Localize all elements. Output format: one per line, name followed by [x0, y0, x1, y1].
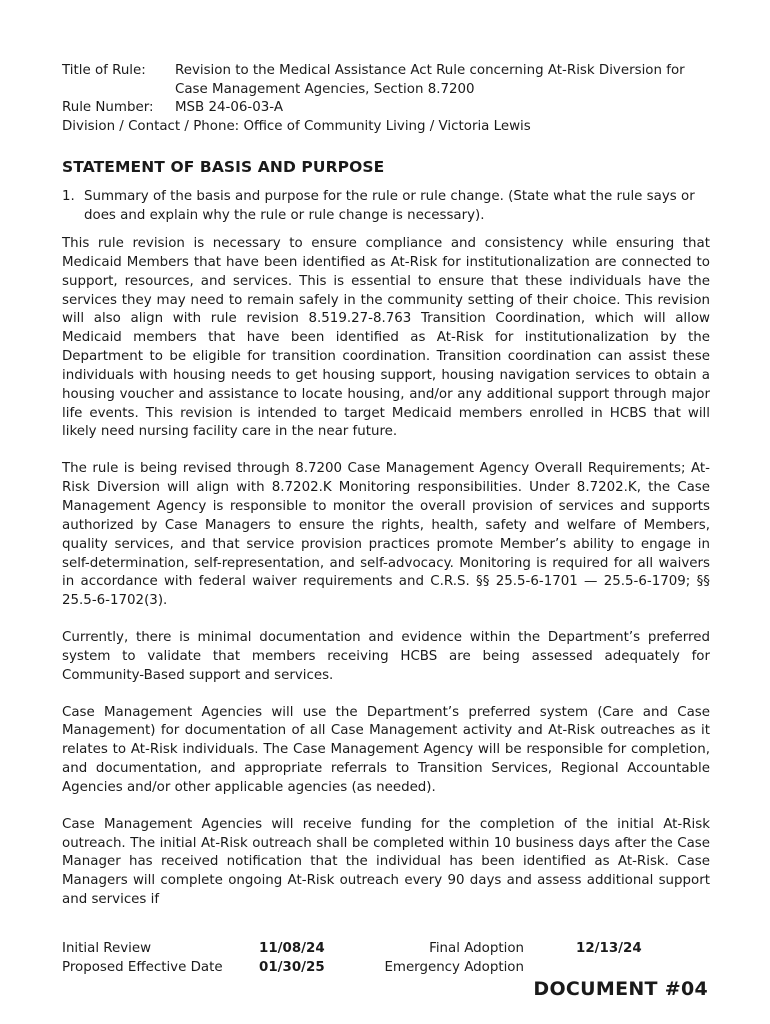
initial-review-label: Initial Review: [62, 941, 152, 956]
document-number: DOCUMENT #04: [533, 978, 708, 1000]
rule-number-row: [62, 99, 710, 118]
footer-row-2: [62, 959, 710, 978]
paragraph-3: Currently, there is minimal documentation and evidence within the Department’s preferred system to validate that members receiving HCBS are being assessed adequately for Community-Based support and services.: [62, 630, 710, 683]
initial-review-date: 11/08/24: [259, 941, 325, 956]
title-label: Title of Rule:: [62, 63, 146, 78]
item-text: Summary of the basis and purpose for the rule or rule change. (State what the rule says or does and explain why the rule or rule change is necessary).: [84, 189, 695, 223]
title-row: [62, 62, 710, 99]
review-dates-footer: [62, 940, 710, 977]
rule-number-value: MSB 24-06-03-A: [175, 100, 283, 115]
section-heading: STATEMENT OF BASIS AND PURPOSE: [62, 158, 385, 176]
paragraph-5: Case Management Agencies will receive funding for the completion of the initial At-Risk outreach. The initial At-Risk outreach shall be completed within 10 business days after the Case Manager has received notification that the individual has been identified as At-Risk. Case Managers will complete ongoing At-Risk outreach every 90 days and assess additional support and services if: [62, 816, 710, 908]
proposed-effective-label: Proposed Effective Date: [62, 959, 223, 975]
paragraph-4: Case Management Agencies will use the Department’s preferred system (Care and Case Management) for documentation of all Case Management activity and At-Risk outreaches as it relates to At-Risk individuals. The Case Management Agency will be responsible for completion, and documentation, and appropriate referrals to Transition Services, Regional Accountable Agencies and/or other applicable agencies (as needed).: [62, 704, 710, 795]
division-contact-line: Division / Contact / Phone: Office of Community Living / Victoria Lewis: [62, 118, 531, 134]
rule-number-label: Rule Number:: [62, 100, 154, 115]
final-adoption-label: Final Adoption: [429, 941, 524, 956]
paragraph-1: This rule revision is necessary to ensure compliance and consistency while ensuring that Medicaid Members that have been identified as At-Risk for institutionalization are connected to support, resources, and services. This is essential to ensure that these individuals have the services they may need to remain safely in the community setting of their choice. This revision will also align with rule revision 8.519.27-8.763 Transition Coordination, which will allow Medicaid members that have been identified as At-Risk for institutionalization by the Department to be eligible for transition coordination. Transition coordination can assist these individuals with housing needs to get housing support, housing navigation services to obtain a housing voucher and assistance to locate housing, and/or any additional support through major life events. This revision is intended to target Medicaid members enrolled in HCBS that will likely need nursing facility care in the near future.: [62, 236, 710, 440]
title-value: Revision to the Medical Assistance Act Rule concerning At-Risk Diversion for Case Management Agencies, Section 8.7200: [175, 63, 685, 97]
document-page: [62, 62, 710, 910]
numbered-item-1: [62, 188, 710, 225]
final-adoption-date: 12/13/24: [576, 941, 642, 956]
paragraph-2: The rule is being revised through 8.7200 Case Management Agency Overall Requirements; At-Risk Diversion will align with 8.7202.K Monitoring responsibilities. Under 8.7202.K, the Case Management Agency is responsible to monitor the overall provision of services and supports authorized by Case Managers to ensure the rights, health, safety and welfare of Members, quality services, and that service provision practices promote Member’s ability to engage in self-determination, self-representation, and self-advocacy. Monitoring is required for all waivers in accordance with federal waiver requirements and C.R.S. §§ 25.5-6-1701 — 25.5-6-1709; §§ 25.5-6-1702(3).: [62, 461, 710, 609]
rule-header: [62, 62, 710, 136]
item-number: 1.: [62, 189, 75, 204]
emergency-adoption-label: Emergency Adoption: [384, 959, 524, 975]
footer-row-1: [62, 940, 710, 959]
proposed-effective-date: 01/30/25: [259, 959, 325, 975]
